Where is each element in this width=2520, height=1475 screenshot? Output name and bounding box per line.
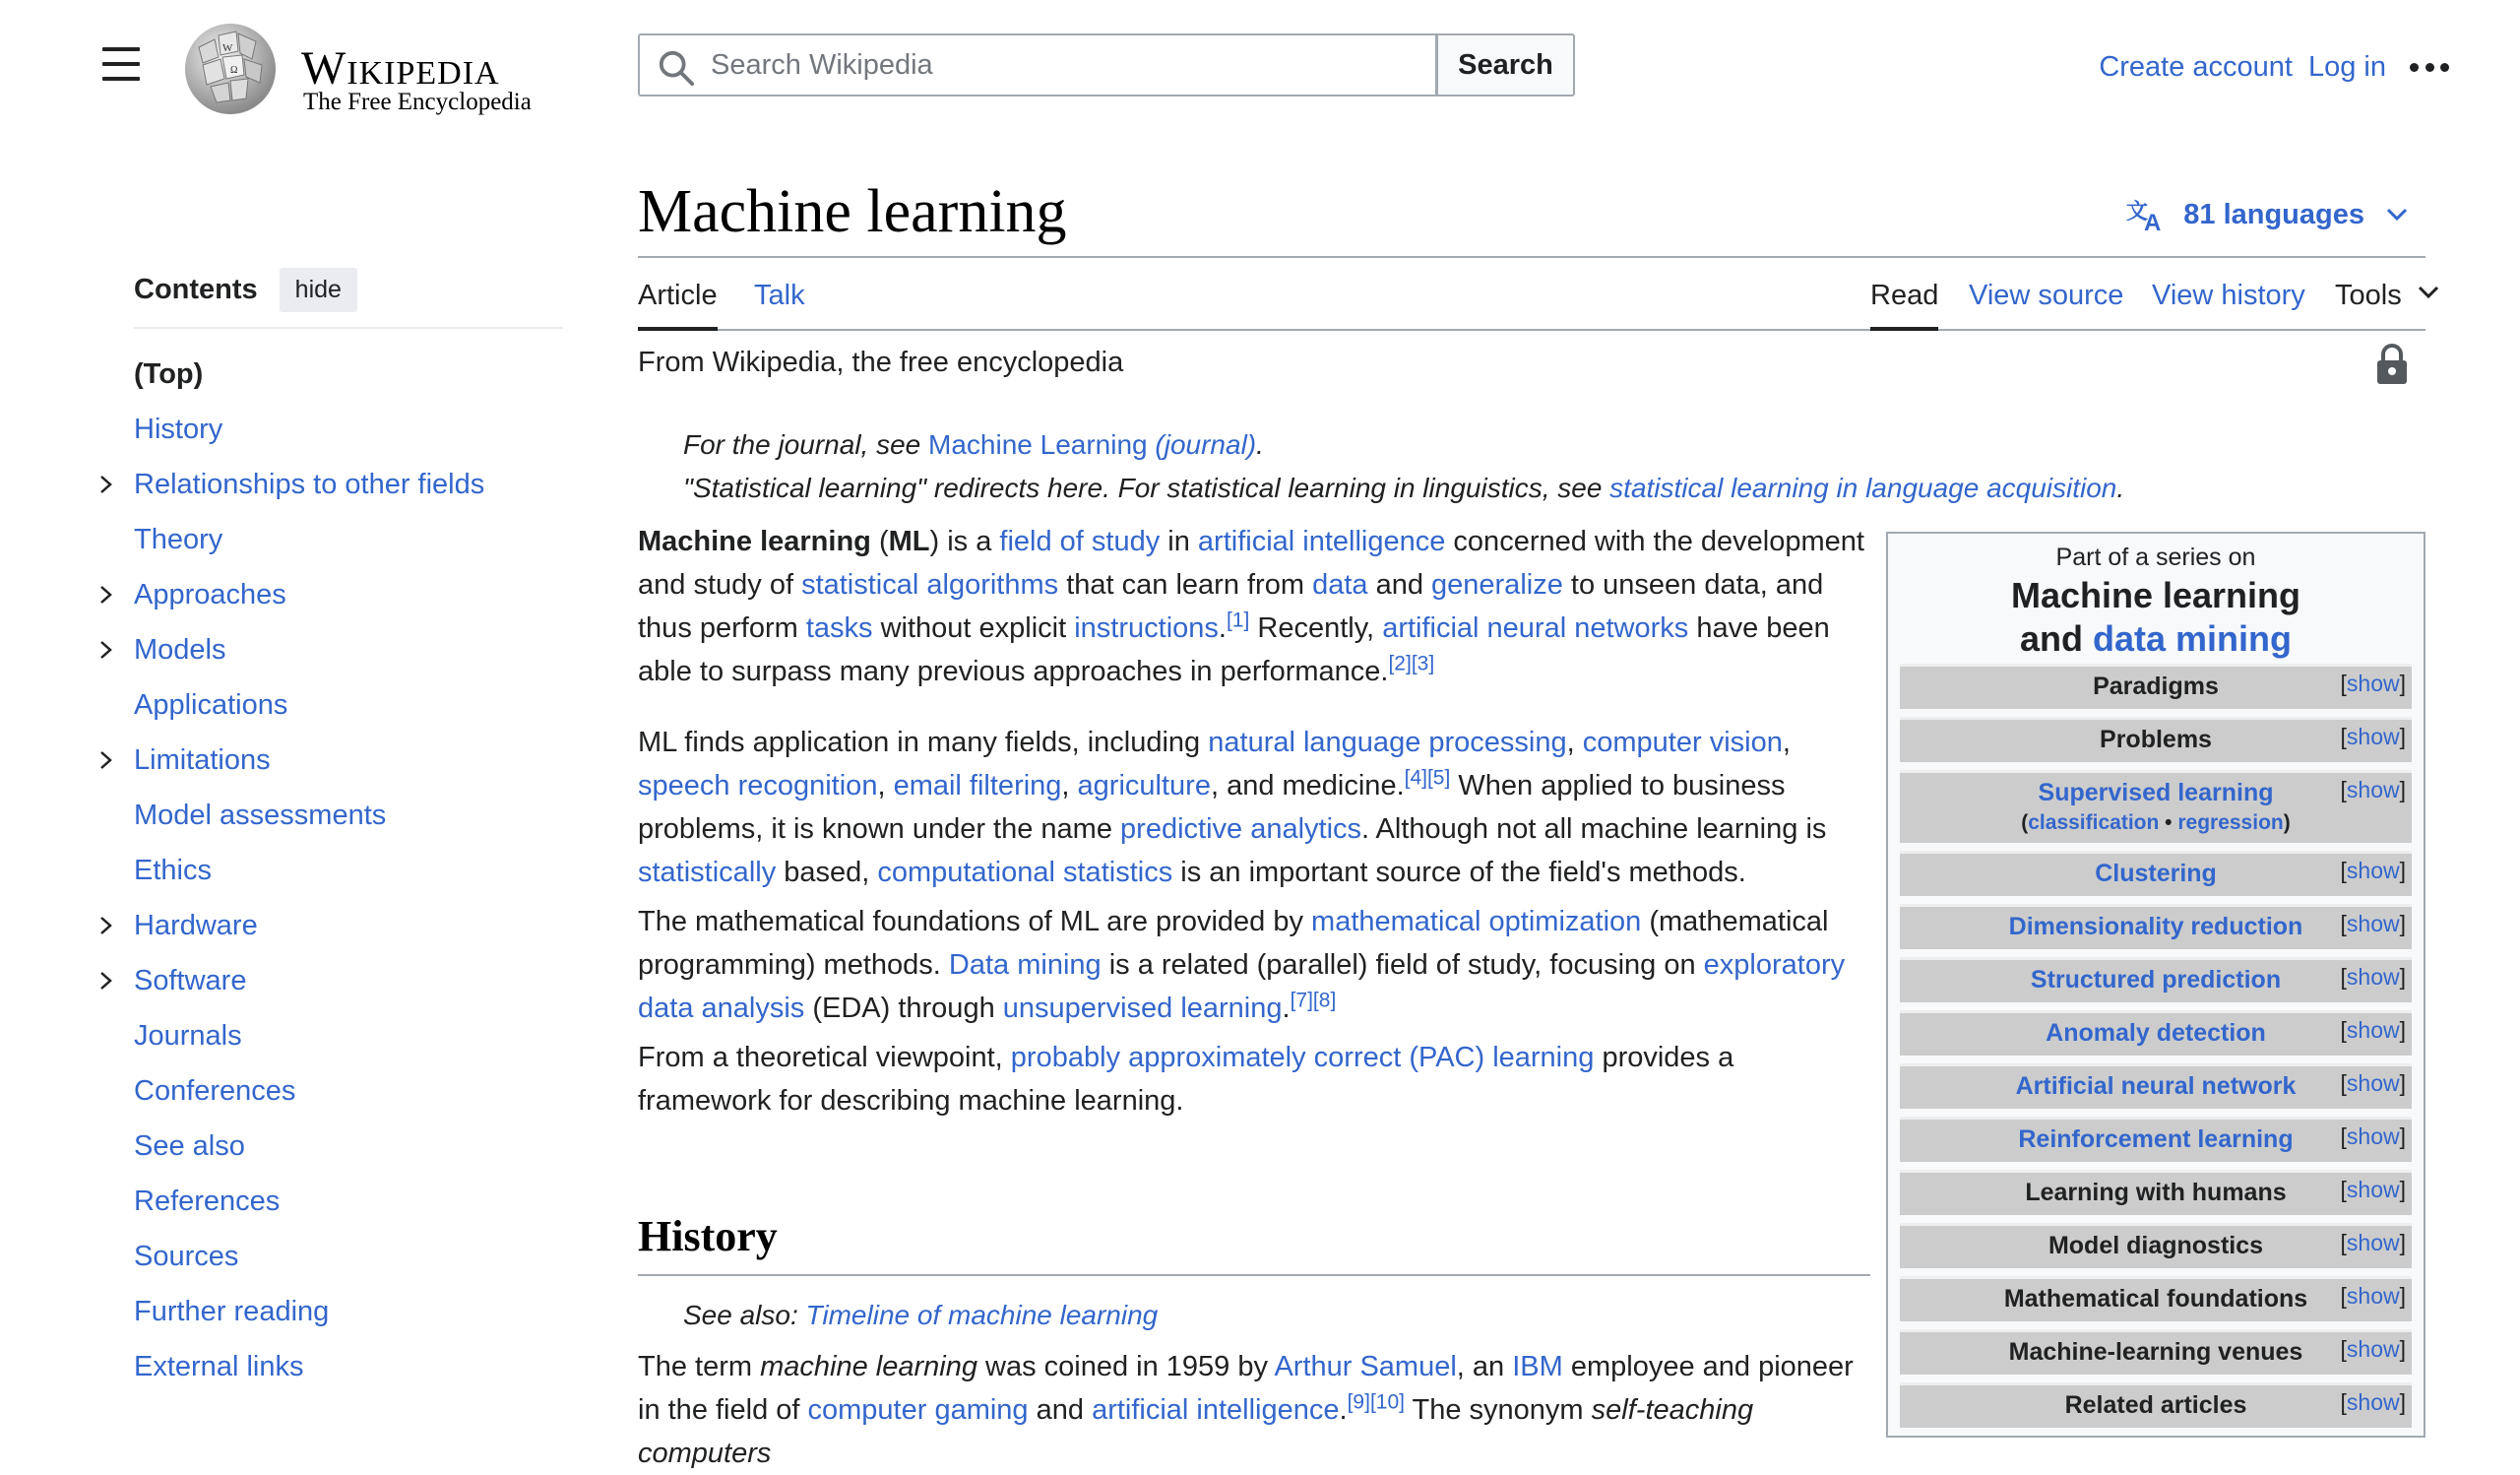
toc-item-label: Software xyxy=(134,965,247,996)
link-ibm[interactable]: IBM xyxy=(1512,1351,1563,1382)
language-button[interactable] xyxy=(2126,197,2426,236)
title-row xyxy=(638,167,2426,258)
log-in-link[interactable]: Log in xyxy=(2307,50,2386,83)
toc-item[interactable] xyxy=(134,1284,563,1339)
show-link[interactable]: show xyxy=(2346,724,2400,749)
text: ( xyxy=(2021,811,2029,834)
series-row xyxy=(1900,1010,2412,1056)
text: ) is a xyxy=(929,526,1000,557)
toc-hide-button[interactable]: hide xyxy=(280,268,357,312)
italic-term: self-teaching computers xyxy=(638,1394,1754,1469)
toc-item[interactable] xyxy=(134,457,563,512)
toc-item[interactable] xyxy=(134,1174,563,1229)
chevron-down-icon xyxy=(2418,286,2439,299)
toc-item[interactable] xyxy=(134,788,563,843)
tab-talk[interactable]: Talk xyxy=(754,280,805,311)
svg-text:A: A xyxy=(2144,210,2162,236)
search-form xyxy=(638,33,1575,96)
toc-item-label: Theory xyxy=(134,524,223,555)
bracket: [ xyxy=(2340,1389,2347,1415)
bracket: ] xyxy=(2399,1283,2406,1309)
series-row xyxy=(1900,1170,2412,1215)
show-link[interactable]: show xyxy=(2346,671,2400,696)
link-nlp[interactable]: natural language processing xyxy=(1208,727,1567,758)
series-row xyxy=(1900,1223,2412,1268)
toc-item[interactable] xyxy=(134,677,563,733)
toc-item-label: Models xyxy=(134,634,226,666)
series-row xyxy=(1900,851,2412,896)
series-row xyxy=(1900,1276,2412,1321)
text: . xyxy=(1339,1394,1348,1426)
series-row-label[interactable]: Dimensionality reduction xyxy=(2008,913,2303,940)
text: to unseen data, and thus perform xyxy=(638,569,1824,644)
italic-term: machine learning xyxy=(760,1351,977,1382)
site-header xyxy=(0,0,2520,130)
link-artificial-intelligence[interactable]: artificial intelligence xyxy=(1197,526,1446,557)
wikipedia-logo[interactable] xyxy=(181,18,545,116)
text: in xyxy=(1160,526,1198,557)
series-row-label[interactable]: Structured prediction xyxy=(2030,966,2282,994)
menu-icon[interactable] xyxy=(102,47,142,81)
link-exploratory-data-analysis[interactable]: exploratory data analysis xyxy=(638,949,1846,1024)
toc-item[interactable] xyxy=(134,567,563,622)
text: ) xyxy=(2283,811,2291,834)
bracket: ] xyxy=(2399,777,2406,802)
text: is a related (parallel) field of study, focusing on xyxy=(1101,949,1704,981)
text: . Although not all machine learning is xyxy=(1361,813,1827,845)
link-computer-vision[interactable]: computer vision xyxy=(1582,727,1783,758)
bracket: [ xyxy=(2340,1017,2347,1043)
series-title-and: and xyxy=(2019,618,2093,659)
show-link[interactable]: show xyxy=(2346,911,2400,936)
series-title-text: Machine learning xyxy=(2010,575,2301,615)
text: was coined in 1959 by xyxy=(976,1351,1275,1382)
series-row-label: Problems xyxy=(2100,726,2212,753)
link-data-mining-series[interactable]: data mining xyxy=(2093,618,2293,659)
toc-title: Contents xyxy=(134,273,258,305)
show-link[interactable]: show xyxy=(2346,1336,2400,1362)
show-toggle[interactable] xyxy=(2341,724,2406,750)
show-toggle[interactable] xyxy=(2341,777,2406,803)
toc-header xyxy=(134,266,563,329)
user-links xyxy=(2099,49,2449,85)
show-link[interactable]: show xyxy=(2346,1389,2400,1415)
show-link[interactable]: show xyxy=(2346,1123,2400,1149)
tab-view-source[interactable]: View source xyxy=(1969,280,2124,311)
section-heading-history: History xyxy=(638,1211,1870,1276)
link-timeline-ml[interactable]: Timeline of machine learning xyxy=(805,1300,1159,1330)
text: • xyxy=(2159,811,2178,834)
text: (EDA) through xyxy=(804,993,1003,1024)
show-toggle[interactable] xyxy=(2341,671,2406,697)
toc-item-label: Sources xyxy=(134,1241,239,1272)
toc-item[interactable] xyxy=(134,402,563,457)
hatnote-text: "Statistical learning" redirects here. For statistical learning in linguistics, see xyxy=(683,473,1610,503)
toc-item[interactable] xyxy=(134,898,563,953)
search-icon xyxy=(658,49,695,87)
text: have been able to surpass many previous approaches in performance. xyxy=(638,612,1830,687)
tab-view-history[interactable]: View history xyxy=(2152,280,2305,311)
bracket: [ xyxy=(2340,1070,2347,1096)
wikipedia-wordmark: Wikipedia xyxy=(301,42,500,95)
text: concerned with the development and study of xyxy=(638,526,1864,601)
series-row-label: Mathematical foundations xyxy=(2003,1285,2308,1313)
bracket: ] xyxy=(2399,1177,2406,1202)
show-toggle[interactable] xyxy=(2341,858,2406,884)
toc-item-label: Journals xyxy=(134,1020,242,1052)
chevron-right-icon[interactable] xyxy=(96,475,116,494)
bracket: ] xyxy=(2399,1070,2406,1096)
show-link[interactable]: show xyxy=(2346,1283,2400,1309)
intro-paragraph-1 xyxy=(638,520,1868,693)
search-button[interactable]: Search xyxy=(1436,33,1575,96)
bracket: ] xyxy=(2399,671,2406,696)
bracket: [ xyxy=(2340,724,2347,749)
text: . xyxy=(1282,993,1291,1024)
bracket: [ xyxy=(2340,1283,2347,1309)
hatnote-redirect xyxy=(683,473,2124,504)
hatnote-text: See also: xyxy=(683,1300,806,1330)
svg-text:文: 文 xyxy=(2126,200,2149,224)
show-toggle[interactable] xyxy=(2341,1177,2406,1203)
link-arthur-samuel[interactable]: Arthur Samuel xyxy=(1274,1351,1457,1382)
text: The synonym xyxy=(1404,1394,1592,1426)
bold-term: ML xyxy=(888,526,930,557)
link-computer-gaming[interactable]: computer gaming xyxy=(807,1394,1029,1426)
hatnote-link-journal-suffix[interactable]: (journal) xyxy=(1147,429,1257,460)
link-generalize[interactable]: generalize xyxy=(1431,569,1563,601)
chevron-right-icon[interactable] xyxy=(96,971,116,991)
search-input[interactable] xyxy=(711,37,1419,93)
translate-icon xyxy=(2126,197,2166,236)
language-count: 81 languages xyxy=(2183,198,2364,230)
text: provides a framework for describing machine learning. xyxy=(638,1042,1734,1117)
chevron-right-icon[interactable] xyxy=(96,916,116,935)
toc-item-label: Relationships to other fields xyxy=(134,469,485,500)
series-label: Part of a series on xyxy=(2055,544,2256,571)
hatnote-text: . xyxy=(1256,429,1264,460)
series-row-label[interactable]: Anomaly detection xyxy=(2046,1019,2266,1047)
toc-item-label: Model assessments xyxy=(134,800,387,831)
reference-link[interactable]: [4][5] xyxy=(1404,766,1451,790)
bracket: ] xyxy=(2399,1123,2406,1149)
toc-item[interactable] xyxy=(134,1119,563,1174)
hatnote-link-journal[interactable]: Machine Learning xyxy=(928,429,1148,460)
series-row xyxy=(1900,1063,2412,1109)
series-rows xyxy=(1900,664,2412,1436)
tab-tools[interactable] xyxy=(2335,272,2439,331)
show-toggle[interactable] xyxy=(2341,1017,2406,1044)
series-row-label: Related articles xyxy=(2064,1391,2247,1419)
page-tabs xyxy=(638,258,2426,331)
series-row xyxy=(1900,770,2412,843)
bracket: [ xyxy=(2340,1336,2347,1362)
reference-link[interactable]: [1] xyxy=(1226,609,1250,632)
tab-article[interactable]: Article xyxy=(638,272,718,331)
text: employee and pioneer in the field of xyxy=(638,1351,1854,1426)
intro-paragraph-3 xyxy=(638,900,1868,1030)
toc-item-label: References xyxy=(134,1186,281,1217)
toc-item-label: Conferences xyxy=(134,1075,296,1107)
link-mathematical-optimization[interactable]: mathematical optimization xyxy=(1311,906,1642,937)
show-link[interactable]: show xyxy=(2346,1070,2400,1096)
bracket: ] xyxy=(2399,964,2406,990)
link-statistical-algorithms[interactable]: statistical algorithms xyxy=(801,569,1059,601)
link-computational-statistics[interactable]: computational statistics xyxy=(877,857,1173,888)
bracket: [ xyxy=(2340,858,2347,883)
link-artificial-intelligence[interactable]: artificial intelligence xyxy=(1092,1394,1340,1426)
toc-item[interactable] xyxy=(134,1063,563,1119)
hatnote-text: For the journal, see xyxy=(683,429,929,460)
toc-item-label: History xyxy=(134,414,223,445)
svg-text:Ω: Ω xyxy=(230,65,238,76)
link-field-of-study[interactable]: field of study xyxy=(999,526,1161,557)
bracket: ] xyxy=(2399,911,2406,936)
text: without explicit xyxy=(872,612,1075,644)
bracket: [ xyxy=(2340,1177,2347,1202)
show-toggle[interactable] xyxy=(2341,1336,2406,1363)
toc-item[interactable] xyxy=(134,347,563,402)
series-row-sublinks xyxy=(1900,811,2412,835)
bracket: ] xyxy=(2399,1389,2406,1415)
hatnote-text: . xyxy=(2116,473,2125,503)
bracket: [ xyxy=(2340,1123,2347,1149)
chevron-right-icon[interactable] xyxy=(96,750,116,770)
text: When applied to business problems, it is known under the name xyxy=(638,770,1786,845)
series-row-label: Paradigms xyxy=(2093,673,2219,700)
lock-icon[interactable] xyxy=(2374,343,2410,386)
show-link[interactable]: show xyxy=(2346,1017,2400,1043)
series-row-label[interactable]: Artificial neural network xyxy=(2015,1072,2297,1100)
toc-item-label: Limitations xyxy=(134,744,271,776)
more-icon[interactable] xyxy=(2410,60,2449,74)
link-unsupervised-learning[interactable]: unsupervised learning xyxy=(1002,993,1283,1024)
bold-term: Machine learning xyxy=(638,526,871,557)
chevron-right-icon[interactable] xyxy=(96,585,116,605)
bracket: [ xyxy=(2340,964,2347,990)
bracket: ] xyxy=(2399,1230,2406,1255)
search-box[interactable] xyxy=(638,33,1437,96)
text: and xyxy=(1028,1394,1093,1426)
hatnote-see-also xyxy=(683,1300,1158,1331)
show-link[interactable]: show xyxy=(2346,858,2400,883)
series-row-label: Machine-learning venues xyxy=(2008,1338,2303,1366)
series-row xyxy=(1900,1329,2412,1375)
series-row-label[interactable]: Clustering xyxy=(2095,860,2217,887)
text: that can learn from xyxy=(1058,569,1313,601)
chevron-right-icon[interactable] xyxy=(96,640,116,660)
toc-item-label: Hardware xyxy=(134,910,258,941)
toc-item-label: (Top) xyxy=(134,358,204,390)
series-sublink[interactable]: classification xyxy=(2028,811,2160,834)
toc-item-label: Further reading xyxy=(134,1296,330,1327)
text: based, xyxy=(776,857,878,888)
toc-item[interactable] xyxy=(134,1008,563,1063)
intro-paragraph-2 xyxy=(638,721,1868,894)
show-link[interactable]: show xyxy=(2346,964,2400,990)
text: is an important source of the field's methods. xyxy=(1172,857,1746,888)
toc-item[interactable] xyxy=(134,622,563,677)
svg-text:W: W xyxy=(222,42,233,54)
link-email-filtering[interactable]: email filtering xyxy=(893,770,1062,802)
tab-read[interactable]: Read xyxy=(1870,272,1938,331)
show-toggle[interactable] xyxy=(2341,1283,2406,1310)
table-of-contents xyxy=(134,266,563,1394)
series-row-label: Learning with humans xyxy=(2025,1179,2287,1206)
toc-item[interactable] xyxy=(134,733,563,788)
text: and xyxy=(1367,569,1432,601)
text: , xyxy=(877,770,894,802)
text: , xyxy=(1566,727,1583,758)
tools-label: Tools xyxy=(2335,280,2402,311)
page-title: Machine learning xyxy=(638,178,1067,245)
bracket: ] xyxy=(2399,858,2406,883)
create-account-link[interactable]: Create account xyxy=(2099,50,2293,83)
text: Recently, xyxy=(1249,612,1383,644)
series-row xyxy=(1900,1117,2412,1162)
show-link[interactable]: show xyxy=(2346,1177,2400,1202)
text: ML finds application in many fields, including xyxy=(638,727,1209,758)
show-link[interactable]: show xyxy=(2346,1230,2400,1255)
text: ( xyxy=(870,526,889,557)
toc-item-label: See also xyxy=(134,1130,245,1162)
toc-item[interactable] xyxy=(134,1339,563,1394)
toc-item-label: Approaches xyxy=(134,579,286,610)
history-paragraph-1 xyxy=(638,1345,1868,1475)
wikipedia-tagline: The Free Encyclopedia xyxy=(303,89,532,115)
link-agriculture[interactable]: agriculture xyxy=(1077,770,1211,802)
series-sublink[interactable]: regression xyxy=(2177,811,2284,834)
series-row-label[interactable]: Supervised learning xyxy=(2038,779,2274,806)
toc-item[interactable] xyxy=(134,512,563,567)
link-artificial-neural-networks[interactable]: artificial neural networks xyxy=(1382,612,1689,644)
chevron-down-icon xyxy=(2386,208,2408,222)
toc-item[interactable] xyxy=(134,843,563,898)
link-predictive-analytics[interactable]: predictive analytics xyxy=(1120,813,1362,845)
show-link[interactable]: show xyxy=(2346,777,2400,802)
bracket: [ xyxy=(2340,671,2347,696)
bracket: ] xyxy=(2399,1336,2406,1362)
reference-link[interactable]: [7][8] xyxy=(1290,989,1337,1012)
text: , an xyxy=(1456,1351,1513,1382)
link-data-mining[interactable]: Data mining xyxy=(948,949,1102,981)
text: , xyxy=(1061,770,1078,802)
hatnote-journal xyxy=(683,429,1264,461)
bracket: [ xyxy=(2340,777,2347,802)
link-pac-learning[interactable]: probably approximately correct (PAC) learning xyxy=(1010,1042,1595,1073)
text: , xyxy=(1782,727,1791,758)
series-row xyxy=(1900,904,2412,949)
series-row-label[interactable]: Reinforcement learning xyxy=(2018,1125,2294,1153)
toc-item-label: External links xyxy=(134,1351,304,1382)
show-toggle[interactable] xyxy=(2341,1070,2406,1097)
site-tagline: From Wikipedia, the free encyclopedia xyxy=(638,347,1124,378)
series-title xyxy=(1888,574,2424,661)
text: From a theoretical viewpoint, xyxy=(638,1042,1011,1073)
bracket: ] xyxy=(2399,724,2406,749)
intro-paragraph-4 xyxy=(638,1036,1868,1122)
show-toggle[interactable] xyxy=(2341,1389,2406,1416)
series-row xyxy=(1900,957,2412,1002)
link-data[interactable]: data xyxy=(1312,569,1368,601)
hatnote-link-language-acquisition[interactable]: statistical learning in language acquisition xyxy=(1609,473,2117,503)
text: The mathematical foundations of ML are provided by xyxy=(638,906,1312,937)
show-toggle[interactable] xyxy=(2341,964,2406,991)
link-speech-recognition[interactable]: speech recognition xyxy=(638,770,878,802)
reference-link[interactable]: [2][3] xyxy=(1388,652,1435,675)
series-row xyxy=(1900,717,2412,762)
link-tasks[interactable]: tasks xyxy=(805,612,873,644)
bracket: [ xyxy=(2340,1230,2347,1255)
link-instructions[interactable]: instructions xyxy=(1074,612,1219,644)
show-toggle[interactable] xyxy=(2341,1123,2406,1150)
series-row xyxy=(1900,1382,2412,1428)
reference-link[interactable]: [9][10] xyxy=(1347,1390,1405,1414)
toc-item-label: Applications xyxy=(134,689,288,721)
toc-item[interactable] xyxy=(134,953,563,1008)
series-row xyxy=(1900,664,2412,709)
series-sidebar xyxy=(1886,532,2426,1438)
bracket: [ xyxy=(2340,911,2347,936)
toc-list xyxy=(134,347,563,1394)
bracket: ] xyxy=(2399,1017,2406,1043)
text: The term xyxy=(638,1351,761,1382)
link-statistically[interactable]: statistically xyxy=(638,857,777,888)
wikipedia-globe-icon xyxy=(181,18,280,116)
toc-item[interactable] xyxy=(134,1229,563,1284)
text: , and medicine. xyxy=(1210,770,1405,802)
show-toggle[interactable] xyxy=(2341,1230,2406,1256)
show-toggle[interactable] xyxy=(2341,911,2406,937)
text: . xyxy=(1218,612,1227,644)
toc-item-label: Ethics xyxy=(134,855,212,886)
series-row-label: Model diagnostics xyxy=(2048,1232,2264,1259)
text: (mathematical programming) methods. xyxy=(638,906,1829,981)
